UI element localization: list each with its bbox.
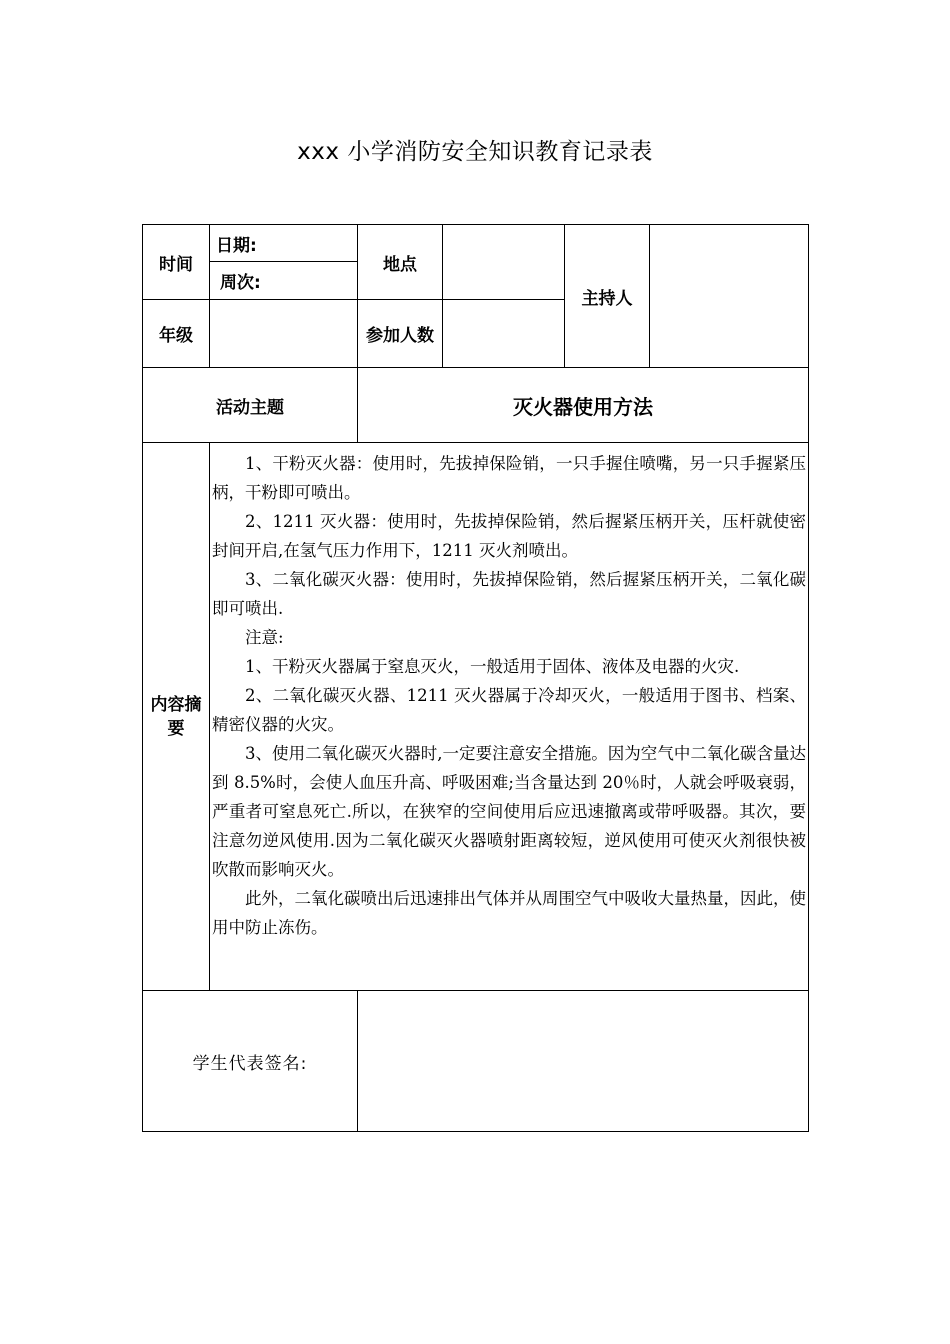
time-label: 时间 (143, 225, 210, 300)
record-table (142, 224, 809, 1132)
host-label: 主持人 (565, 225, 650, 368)
page-title: xxx 小学消防安全知识教育记录表 (297, 139, 653, 165)
summary-paragraph: 注意: (245, 628, 284, 647)
summary-paragraph: 此外，二氧化碳喷出后迅速排出气体并从周围空气中吸收大量热量，因此，使用中防止冻伤。 (212, 889, 806, 937)
topic-label: 活动主题 (143, 368, 358, 443)
summary-label-text: 内容摘要 (150, 694, 202, 739)
grade-value (210, 300, 358, 368)
summary-paragraph: 3、使用二氧化碳灭火器时,一定要注意安全措施。因为空气中二氧化碳含量达到 8.5%时，会使人血压升高、呼吸困难;当含量达到 20％时，人就会呼吸衰弱，严重者可窒息死亡.所以，在狭窄的空间使用后应迅速撤离或带呼吸器。其次，要注意勿逆风使用.因为二氧化碳灭火器喷射距离较短，逆风使用可使灭火剂很快被吹散而影响灭火。 (212, 744, 806, 879)
summary-paragraph: 1、干粉灭火器：使用时，先拔掉保险销，一只手握住喷嘴，另一只手握紧压柄，干粉即可喷出。 (212, 454, 806, 502)
week-label: 周次: (210, 262, 358, 300)
summary-paragraph: 2、1211 灭火器：使用时，先拔掉保险销，然后握紧压柄开关，压杆就使密封间开启,在氢气压力作用下，1211 灭火剂喷出。 (212, 512, 806, 560)
signature-field[interactable] (358, 991, 809, 1132)
summary-paragraph: 1、干粉灭火器属于窒息灭火，一般适用于固体、液体及电器的火灾. (245, 657, 740, 676)
summary-paragraph: 2、二氧化碳灭火器、1211 灭火器属于冷却灭火，一般适用于图书、档案、精密仪器的火灾。 (212, 686, 806, 734)
location-label: 地点 (358, 225, 443, 300)
participants-label: 参加人数 (358, 300, 443, 368)
grade-label: 年级 (143, 300, 210, 368)
participants-value (443, 300, 565, 368)
summary-paragraph: 3、二氧化碳灭火器：使用时，先拔掉保险销，然后握紧压柄开关，二氧化碳即可喷出. (212, 570, 806, 618)
signature-label: 学生代表签名: (143, 991, 358, 1132)
summary-content (210, 443, 809, 991)
host-value (650, 225, 809, 368)
date-label: 日期: (210, 225, 358, 262)
summary-label (143, 443, 210, 991)
location-value (443, 225, 565, 300)
topic-value: 灭火器使用方法 (358, 368, 809, 443)
